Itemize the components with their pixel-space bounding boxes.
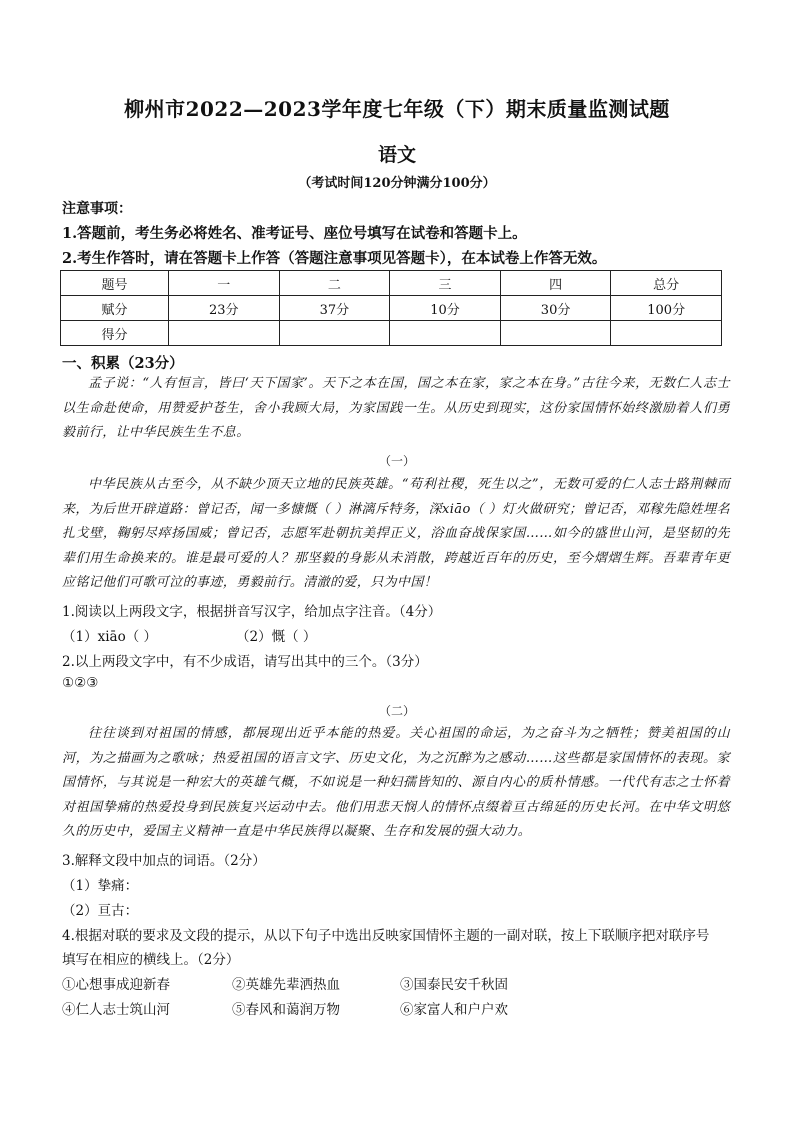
- question-2: 2.以上两段文字中，有不少成语，请写出其中的三个。（3分）: [62, 654, 428, 670]
- subject-title: 语文: [377, 144, 416, 166]
- question-2-blanks[interactable]: ①②③: [62, 675, 99, 691]
- score-table: [60, 270, 722, 346]
- part-label-1: （一）: [378, 454, 415, 468]
- exam-title: 柳州市2022—2023学年度七年级（下）期末质量监测试题: [124, 97, 670, 121]
- question-3-part-2[interactable]: （2）亘古：: [62, 903, 139, 919]
- score-cell: 23分: [169, 296, 280, 321]
- score-cell: 37分: [279, 296, 390, 321]
- part-label-2: （二）: [378, 704, 415, 718]
- score-cell: 总分: [611, 271, 722, 296]
- score-cell: 10分: [390, 296, 501, 321]
- question-1: 1.阅读以上两段文字，根据拼音写汉字，给加点字注音。（4分）: [62, 604, 442, 620]
- score-cell: 三: [390, 271, 501, 296]
- section-heading: 一、积累（23分）: [62, 355, 184, 372]
- note-item-2: 2.考生作答时，请在答题卡上作答（答题注意事项见答题卡），在本试卷上作答无效。: [62, 250, 607, 267]
- score-cell: 得分: [61, 321, 169, 346]
- couplet-option-4: ④仁人志士筑山河: [62, 1002, 170, 1018]
- score-table-header-row: [61, 271, 722, 296]
- question-4-continued: 填写在相应的横线上。（2分）: [62, 952, 240, 968]
- reading-paragraph-intro: 孟子说：“人有恒言，皆曰‘天下国家’。天下之本在国，国之本在家，家之本在身。”古往今来，无数仁人志士以生命赴使命，用赞爱护苍生，舍小我顾大局，为家国践一生。从历史到现实，这份家国情怀始终激励着人们勇毅前行，让中华民族生生不息。: [62, 376, 730, 440]
- score-cell: 四: [500, 271, 611, 296]
- couplet-option-2: ②英雄先辈洒热血: [232, 977, 340, 993]
- score-input-cell[interactable]: [611, 321, 722, 346]
- score-cell: 一: [169, 271, 280, 296]
- score-cell: 题号: [61, 271, 169, 296]
- score-table-earned-row: [61, 321, 722, 346]
- question-3: 3.解释文段中加点的词语。（2分）: [62, 853, 266, 869]
- score-cell: 二: [279, 271, 390, 296]
- question-3-part-1[interactable]: （1）挚痛：: [62, 878, 139, 894]
- reading-paragraph-2: 往往谈到对祖国的情感，都展现出近乎本能的热爱。关心祖国的命运，为之奋斗为之牺牲；赞美祖国的山河，为之描画为之歌咏；热爱祖国的语言文字、历史文化，为之沉醉为之感动……这些都是家国情怀的表现。家国情怀，与其说是一种宏大的英雄气概，不如说是一种妇孺皆知的、源自内心的质朴情感。一代代有志之士怀着对祖国挚痛的热爱投身到民族复兴运动中去。他们用悲天悯人的情怀点缀着亘古绵延的历史长河。在中华文明悠久的历史中，爱国主义精神一直是中华民族得以凝聚、生存和发展的强大动力。: [62, 726, 730, 839]
- score-table-points-row: [61, 296, 722, 321]
- score-cell: 30分: [500, 296, 611, 321]
- reading-paragraph-1: 中华民族从古至今，从不缺少顶天立地的民族英雄。“苟利社稷，死生以之”，无数可爱的仁人志士路荆棘而来，为后世开辟道路：曾记否，闻一多慷慨（ ）淋漓斥特务，深xiāo（ ）灯火做研究；曾记否，邓稼先隐姓埋名扎戈壁，鞠躬尽瘁扬国威；曾记否，志愿军赴朝抗美捍正义，浴血奋战保家国……如今的盛世山河，是坚韧的先辈们用生命换来的。谁是最可爱的人？那坚毅的身影从未消散，跨越近百年的历史，至今熠熠生辉。吾辈青年更应铭记他们可歌可泣的事迹，勇毅前行。清澈的爱，只为中国！: [62, 477, 730, 590]
- notes-heading: 注意事项：: [62, 201, 132, 217]
- score-input-cell[interactable]: [279, 321, 390, 346]
- exam-info: （考试时间120分钟满分100分）: [298, 176, 496, 191]
- score-cell: 100分: [611, 296, 722, 321]
- question-1-part-1[interactable]: （1）xiāo（ ）: [62, 629, 157, 645]
- score-input-cell[interactable]: [500, 321, 611, 346]
- score-input-cell[interactable]: [390, 321, 501, 346]
- question-4: 4.根据对联的要求及文段的提示，从以下句子中选出反映家国情怀主题的一副对联，按上下联顺序把对联序号: [62, 928, 710, 944]
- question-1-part-2[interactable]: （2）慨（ ）: [236, 629, 317, 645]
- score-cell: 赋分: [61, 296, 169, 321]
- note-item-1: 1.答题前，考生务必将姓名、准考证号、座位号填写在试卷和答题卡上。: [62, 225, 527, 242]
- couplet-option-5: ⑤春风和蔼润万物: [232, 1002, 340, 1018]
- couplet-option-3: ③国泰民安千秋固: [400, 977, 508, 993]
- couplet-option-1: ①心想事成迎新春: [62, 977, 170, 993]
- score-input-cell[interactable]: [169, 321, 280, 346]
- couplet-option-6: ⑥家富人和户户欢: [400, 1002, 508, 1018]
